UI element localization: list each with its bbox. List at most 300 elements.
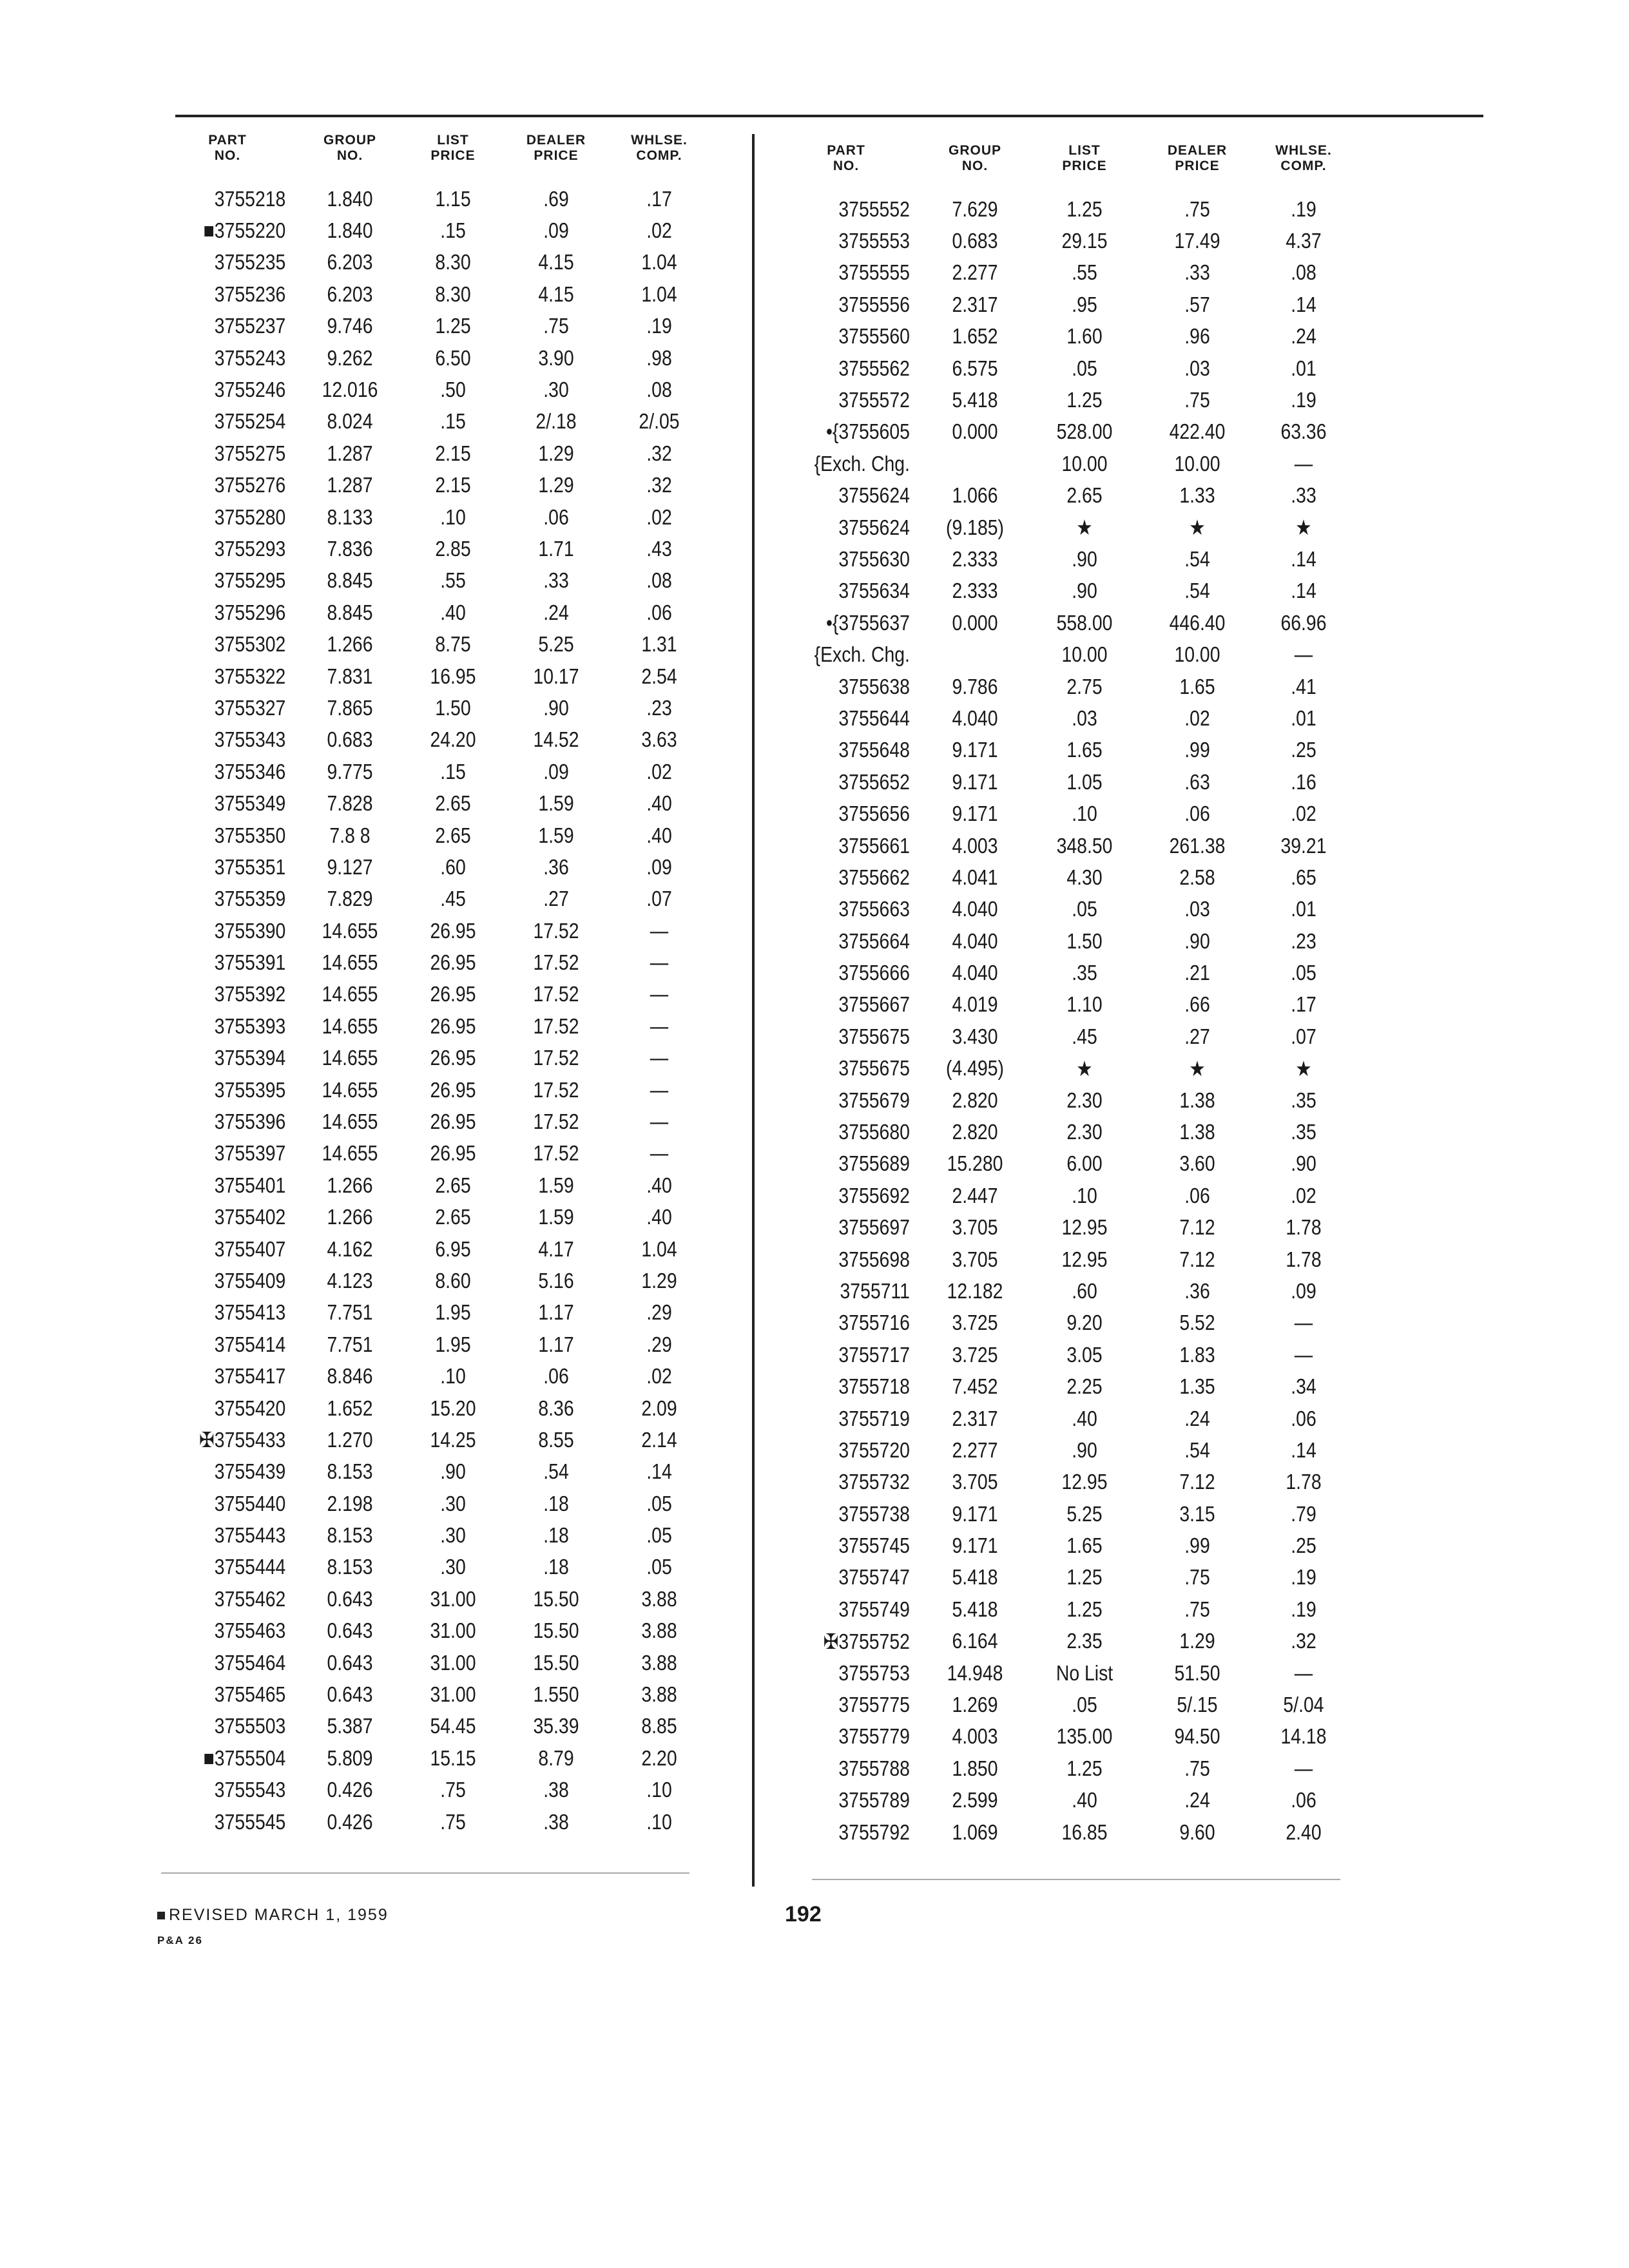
cell-dealer-price: .54 — [1184, 1437, 1210, 1462]
cell-whlse-comp: .07 — [1291, 1024, 1316, 1048]
cell-group-no: 7.831 — [327, 664, 373, 688]
cell-whlse-comp: ★ — [1295, 1056, 1312, 1081]
cell-part-no: 3755775 — [838, 1693, 910, 1717]
cell-group-no: 0.643 — [327, 1682, 373, 1707]
cell-part-no: {Exch. Chg. — [814, 451, 910, 476]
cell-part-no: 3755444 — [214, 1555, 286, 1579]
cell-part-no: 3755545 — [214, 1809, 286, 1834]
table-row — [160, 1010, 727, 1042]
cell-group-no: 1.840 — [327, 218, 373, 243]
cell-list-price: .05 — [1072, 356, 1097, 380]
cell-whlse-comp: .17 — [646, 186, 672, 211]
revised-note — [157, 1906, 389, 1925]
cell-group-no: 12.016 — [322, 378, 378, 402]
cell-part-no: 3755747 — [838, 1565, 910, 1590]
cell-part-no: 3755572 — [838, 388, 910, 412]
table-row — [160, 565, 727, 597]
cell-whlse-comp: — — [650, 1141, 669, 1166]
cell-dealer-price: .90 — [1184, 928, 1210, 953]
cell-part-no: 3755720 — [838, 1437, 910, 1462]
cell-dealer-price: 1.59 — [538, 823, 574, 847]
cell-list-price: 1.25 — [435, 314, 471, 338]
cell-part-no: 3755716 — [838, 1311, 910, 1335]
cell-dealer-price: 1.29 — [538, 473, 574, 497]
cell-group-no: 0.000 — [952, 419, 998, 444]
table-row — [160, 597, 727, 628]
cell-part-no: 3755295 — [214, 568, 286, 593]
cell-group-no: 8.153 — [327, 1555, 373, 1579]
cell-part-no: 3755413 — [214, 1300, 286, 1325]
cell-dealer-price: .18 — [543, 1523, 569, 1548]
cell-group-no: 2.198 — [327, 1491, 373, 1515]
cell-list-price: 2.30 — [1066, 1088, 1103, 1112]
cell-part-no: 3755652 — [838, 769, 910, 794]
table-row — [772, 1180, 1410, 1211]
cell-dealer-price: 9.60 — [1179, 1820, 1215, 1844]
cell-list-price: 3.05 — [1066, 1342, 1103, 1367]
cell-part-no: 3755788 — [838, 1756, 910, 1780]
cell-list-price: 2.65 — [1066, 483, 1103, 508]
cell-dealer-price: 10.00 — [1174, 451, 1220, 476]
cell-group-no: 4.003 — [952, 1724, 998, 1749]
cell-whlse-comp: 2.20 — [641, 1745, 677, 1770]
cell-list-price: 2.65 — [435, 791, 471, 816]
cell-part-no: 3755351 — [214, 854, 286, 879]
cell-dealer-price: .54 — [543, 1459, 569, 1484]
cell-part-no: 3755407 — [214, 1236, 286, 1261]
cell-list-price: .40 — [440, 600, 466, 624]
table-row — [772, 289, 1410, 320]
cell-whlse-comp: .05 — [646, 1555, 672, 1579]
table-row — [772, 1053, 1410, 1084]
table-row — [772, 1562, 1410, 1593]
table-row — [772, 1434, 1410, 1466]
cell-whlse-comp: 39.21 — [1280, 833, 1327, 858]
table-row — [772, 1753, 1410, 1784]
cell-whlse-comp: .19 — [1291, 1565, 1316, 1590]
cell-dealer-price: .75 — [1184, 1756, 1210, 1780]
cell-list-price: 8.75 — [435, 632, 471, 657]
cell-list-price: 16.95 — [430, 664, 476, 688]
cell-group-no: 2.317 — [952, 292, 998, 316]
cell-whlse-comp: .24 — [1291, 324, 1316, 349]
cell-part-no: 3755556 — [838, 292, 910, 316]
cell-part-no: 3755402 — [214, 1205, 286, 1229]
cell-dealer-price: .03 — [1184, 897, 1210, 921]
cell-group-no: 8.845 — [327, 568, 373, 593]
table-row — [160, 1265, 727, 1296]
cell-dealer-price: .75 — [1184, 1597, 1210, 1621]
cell-part-no: 3755666 — [838, 961, 910, 985]
cell-part-no: 3755717 — [838, 1342, 910, 1367]
cell-group-no: 1.270 — [327, 1427, 373, 1452]
table-row — [160, 1806, 727, 1838]
cell-list-price: 348.50 — [1056, 833, 1113, 858]
cell-group-no: 14.655 — [322, 1077, 378, 1102]
cell-whlse-comp: .19 — [1291, 1597, 1316, 1621]
cell-whlse-comp: .01 — [1291, 706, 1316, 730]
header-part-no: PART NO. — [827, 143, 865, 173]
cell-group-no: 9.171 — [952, 738, 998, 762]
cell-dealer-price: .54 — [1184, 546, 1210, 571]
cell-dealer-price: .27 — [543, 887, 569, 911]
cell-group-no: 4.040 — [952, 706, 998, 730]
table-row — [160, 1774, 727, 1806]
cell-part-no: 3755465 — [214, 1682, 286, 1707]
cell-group-no: 5.809 — [327, 1745, 373, 1770]
cell-list-price: 1.50 — [435, 695, 471, 720]
cell-list-price: 26.95 — [430, 1110, 476, 1134]
cell-dealer-price: 3.90 — [538, 345, 574, 370]
cell-list-price: 2.85 — [435, 536, 471, 561]
cell-group-no: 9.262 — [327, 345, 373, 370]
cell-part-no: 3755349 — [214, 791, 286, 816]
cell-whlse-comp: .02 — [646, 218, 672, 243]
cell-dealer-price: 1.17 — [538, 1300, 574, 1325]
cell-list-price: .03 — [1072, 706, 1097, 730]
cell-group-no: 6.164 — [952, 1629, 998, 1653]
cell-whlse-comp: .14 — [646, 1459, 672, 1484]
cell-dealer-price: 261.38 — [1169, 833, 1226, 858]
cell-group-no: 2.447 — [952, 1183, 998, 1207]
right-table-header — [772, 143, 1410, 191]
cell-dealer-price: .18 — [543, 1555, 569, 1579]
cell-dealer-price: 446.40 — [1169, 610, 1226, 635]
cell-dealer-price: .90 — [543, 695, 569, 720]
cell-whlse-comp: .09 — [1291, 1278, 1316, 1303]
cell-dealer-price: 1.38 — [1179, 1088, 1215, 1112]
cell-list-price: 26.95 — [430, 1077, 476, 1102]
cell-whlse-comp: .25 — [1291, 1533, 1316, 1558]
cell-whlse-comp: .14 — [1291, 292, 1316, 316]
cell-group-no: (9.185) — [946, 515, 1004, 539]
cell-list-price: .90 — [440, 1459, 466, 1484]
cell-dealer-price: 17.52 — [533, 982, 579, 1006]
cell-part-no: 3755396 — [214, 1110, 286, 1134]
table-row — [772, 702, 1410, 734]
cell-whlse-comp: .02 — [1291, 1183, 1316, 1207]
cell-list-price: 14.25 — [430, 1427, 476, 1452]
cell-dealer-price: 5.52 — [1179, 1311, 1215, 1335]
cell-whlse-comp: 3.88 — [641, 1650, 677, 1675]
cell-group-no: 8.153 — [327, 1459, 373, 1484]
cell-part-no: 3755624 — [838, 515, 910, 539]
cell-dealer-price: 8.36 — [538, 1396, 574, 1420]
cell-group-no: 1.069 — [952, 1820, 998, 1844]
cell-part-no: 3755464 — [214, 1650, 286, 1675]
cell-group-no: 4.040 — [952, 897, 998, 921]
cell-part-no: 3755246 — [214, 378, 286, 402]
cell-group-no: 7.629 — [952, 197, 998, 221]
cell-whlse-comp: 1.31 — [641, 632, 677, 657]
cell-group-no: 1.850 — [952, 1756, 998, 1780]
cell-whlse-comp: .32 — [646, 473, 672, 497]
cell-dealer-price: 1.35 — [1179, 1374, 1215, 1399]
cell-dealer-price: 7.12 — [1179, 1247, 1215, 1271]
cell-part-no: 3755718 — [838, 1374, 910, 1399]
cell-list-price: 9.20 — [1066, 1311, 1103, 1335]
cell-whlse-comp: .02 — [646, 759, 672, 783]
cell-part-no: 3755420 — [214, 1396, 286, 1420]
cell-whlse-comp: .01 — [1291, 897, 1316, 921]
table-row — [772, 766, 1410, 798]
cell-whlse-comp: 5/.04 — [1283, 1693, 1324, 1717]
cell-whlse-comp: .32 — [1291, 1629, 1316, 1653]
cell-whlse-comp: .10 — [646, 1809, 672, 1834]
cell-whlse-comp: .33 — [1291, 483, 1316, 508]
cell-dealer-price: 1.59 — [538, 1173, 574, 1197]
cell-part-no: 3755779 — [838, 1724, 910, 1749]
cell-whlse-comp: 3.88 — [641, 1586, 677, 1611]
cell-part-no: 3755280 — [214, 505, 286, 529]
cell-dealer-price: 17.52 — [533, 1077, 579, 1102]
cell-dealer-price: 17.52 — [533, 1014, 579, 1038]
cell-part-no: 3755543 — [214, 1778, 286, 1802]
table-row — [772, 1275, 1410, 1307]
cell-part-no: 3755560 — [838, 324, 910, 349]
cell-dealer-price: .03 — [1184, 356, 1210, 380]
cell-whlse-comp: .05 — [1291, 961, 1316, 985]
cell-dealer-price: 51.50 — [1174, 1660, 1220, 1685]
cell-list-price: .30 — [440, 1491, 466, 1515]
cell-dealer-price: 2/.18 — [535, 409, 577, 434]
left-bottom-rule — [161, 1872, 689, 1874]
cell-whlse-comp: .08 — [646, 378, 672, 402]
table-row — [772, 543, 1410, 575]
cell-part-no: 3755679 — [838, 1088, 910, 1112]
cell-whlse-comp: .40 — [646, 1205, 672, 1229]
cell-dealer-price: .24 — [1184, 1406, 1210, 1430]
cell-list-price: 6.95 — [435, 1236, 471, 1261]
cell-dealer-price: .75 — [1184, 197, 1210, 221]
right-price-table — [772, 143, 1410, 1848]
table-row — [160, 1297, 727, 1329]
cell-dealer-price: .75 — [543, 314, 569, 338]
table-row — [772, 735, 1410, 766]
cell-part-no: 3755218 — [214, 186, 286, 211]
cell-group-no: 5.387 — [327, 1714, 373, 1738]
table-row — [160, 756, 727, 787]
cell-whlse-comp: .34 — [1291, 1374, 1316, 1399]
cell-part-no: 3755789 — [838, 1788, 910, 1812]
cell-group-no: 14.655 — [322, 1014, 378, 1038]
cell-part-no: 3755662 — [838, 865, 910, 889]
cell-part-no: 3755675 — [838, 1056, 910, 1081]
cell-list-price: .15 — [440, 218, 466, 243]
page-number: 192 — [785, 1902, 822, 1927]
cell-list-price: 1.50 — [1066, 928, 1103, 953]
cell-list-price: 2.65 — [435, 823, 471, 847]
cell-dealer-price: 1.38 — [1179, 1120, 1215, 1144]
cell-part-no: ✠3755433 — [199, 1428, 286, 1452]
cell-group-no: 9.127 — [327, 854, 373, 879]
cell-list-price: 31.00 — [430, 1586, 476, 1611]
cell-list-price: 2.15 — [435, 473, 471, 497]
cell-group-no: 14.655 — [322, 950, 378, 975]
header-group-no: GROUP NO. — [948, 143, 1001, 173]
cell-dealer-price: .27 — [1184, 1024, 1210, 1048]
table-row — [160, 628, 727, 660]
table-row — [772, 1244, 1410, 1275]
cell-group-no: 0.643 — [327, 1586, 373, 1611]
cell-group-no: 3.705 — [952, 1247, 998, 1271]
cell-group-no: 14.655 — [322, 982, 378, 1006]
cell-group-no: 6.575 — [952, 356, 998, 380]
cell-list-price: 26.95 — [430, 982, 476, 1006]
cell-list-price: 2.30 — [1066, 1120, 1103, 1144]
cell-dealer-price: .99 — [1184, 738, 1210, 762]
cell-whlse-comp: 2.09 — [641, 1396, 677, 1420]
cell-group-no: 1.066 — [952, 483, 998, 508]
table-row — [160, 1074, 727, 1106]
cell-list-price: .30 — [440, 1523, 466, 1548]
cell-dealer-price: .30 — [543, 378, 569, 402]
cell-whlse-comp: 4.37 — [1286, 229, 1322, 253]
table-row — [160, 820, 727, 851]
table-row — [160, 1138, 727, 1169]
cell-whlse-comp: ★ — [1295, 515, 1312, 540]
cell-dealer-price: .54 — [1184, 579, 1210, 603]
cell-part-no: 3755697 — [838, 1215, 910, 1240]
cell-dealer-price: 17.52 — [533, 1110, 579, 1134]
table-row — [772, 639, 1410, 670]
cell-list-price: 1.65 — [1066, 1533, 1103, 1558]
cell-group-no: 14.655 — [322, 1141, 378, 1166]
cell-part-no: 3755732 — [838, 1470, 910, 1494]
cell-group-no: 9.171 — [952, 1501, 998, 1526]
cell-part-no: 3755237 — [214, 314, 286, 338]
right-bottom-rule — [812, 1879, 1340, 1880]
cell-part-no: 3755624 — [838, 483, 910, 508]
table-row — [772, 1785, 1410, 1816]
table-row — [772, 480, 1410, 512]
cell-whlse-comp: .01 — [1291, 356, 1316, 380]
cell-list-price: 8.30 — [435, 250, 471, 274]
cell-group-no: 6.203 — [327, 282, 373, 306]
cell-group-no: 9.171 — [952, 1533, 998, 1558]
cell-list-price: 1.25 — [1066, 197, 1103, 221]
cell-list-price: 8.30 — [435, 282, 471, 306]
table-row — [772, 1084, 1410, 1116]
table-row — [160, 1742, 727, 1774]
header-list-price: LIST PRICE — [1062, 143, 1107, 173]
table-row — [160, 1552, 727, 1583]
cell-dealer-price: 10.17 — [533, 664, 579, 688]
header-dealer-price: DEALER PRICE — [526, 133, 586, 163]
cell-list-price: 12.95 — [1061, 1247, 1108, 1271]
cell-list-price: No List — [1055, 1660, 1113, 1685]
cell-part-no: 3755401 — [214, 1173, 286, 1197]
table-row — [160, 947, 727, 978]
revised-bullet-icon — [157, 1912, 165, 1919]
cell-dealer-price: 15.50 — [533, 1650, 579, 1675]
cell-whlse-comp: .14 — [1291, 1437, 1316, 1462]
cell-group-no: 14.655 — [322, 918, 378, 943]
cell-part-no: 3755562 — [838, 356, 910, 380]
cell-list-price: 31.00 — [430, 1682, 476, 1707]
cell-group-no: 0.683 — [327, 727, 373, 752]
cell-dealer-price: 7.12 — [1179, 1215, 1215, 1240]
header-part-no: PART NO. — [208, 133, 247, 163]
revised-text: REVISED MARCH 1, 1959 — [169, 1906, 389, 1924]
cell-list-price: 26.95 — [430, 1141, 476, 1166]
cell-whlse-comp: .40 — [646, 1173, 672, 1197]
cell-list-price: 8.60 — [435, 1268, 471, 1293]
cell-dealer-price: 4.17 — [538, 1236, 574, 1261]
cell-dealer-price: 1.65 — [1179, 674, 1215, 698]
cell-whlse-comp: .06 — [1291, 1788, 1316, 1812]
cell-part-no: 3755235 — [214, 250, 286, 274]
cell-part-no: 3755664 — [838, 928, 910, 953]
cell-dealer-price: 1.59 — [538, 791, 574, 816]
cell-list-price: .30 — [440, 1555, 466, 1579]
table-row — [772, 321, 1410, 352]
cell-list-price: 31.00 — [430, 1619, 476, 1643]
cell-group-no: 0.643 — [327, 1619, 373, 1643]
cell-whlse-comp: .79 — [1291, 1501, 1316, 1526]
cell-dealer-price: .06 — [543, 1364, 569, 1389]
cell-part-no: 3755343 — [214, 727, 286, 752]
right-table-body — [772, 193, 1410, 1848]
table-row — [160, 1360, 727, 1392]
table-row — [160, 724, 727, 756]
table-row — [160, 692, 727, 724]
cell-dealer-price: 8.79 — [538, 1745, 574, 1770]
cell-group-no: (4.495) — [946, 1056, 1004, 1081]
cell-list-price: 135.00 — [1056, 1724, 1113, 1749]
cell-part-no: ■3755220 — [203, 218, 286, 243]
cell-list-price: 15.20 — [430, 1396, 476, 1420]
cell-whlse-comp: .29 — [646, 1332, 672, 1356]
cell-group-no: 0.426 — [327, 1809, 373, 1834]
cell-part-no: 3755503 — [214, 1714, 286, 1738]
cell-dealer-price: .21 — [1184, 961, 1210, 985]
cell-whlse-comp: .02 — [1291, 802, 1316, 826]
table-row — [160, 374, 727, 405]
cell-list-price: .10 — [1072, 1183, 1097, 1207]
cell-part-no: 3755555 — [838, 260, 910, 285]
table-row — [160, 1615, 727, 1647]
cell-group-no: 3.725 — [952, 1342, 998, 1367]
cell-list-price: 1.25 — [1066, 1756, 1103, 1780]
cell-list-price: 2.35 — [1066, 1629, 1103, 1653]
cell-group-no: 5.418 — [952, 1597, 998, 1621]
cell-group-no: 7.8 8 — [329, 823, 371, 847]
cell-part-no: 3755397 — [214, 1141, 286, 1166]
cell-part-no: 3755293 — [214, 536, 286, 561]
cell-group-no: 7.452 — [952, 1374, 998, 1399]
table-row — [772, 1339, 1410, 1370]
cell-part-no: 3755552 — [838, 197, 910, 221]
cell-whlse-comp: 1.04 — [641, 250, 677, 274]
cell-list-price: .10 — [440, 1364, 466, 1389]
cell-group-no: 4.123 — [327, 1268, 373, 1293]
cell-list-price: 24.20 — [430, 727, 476, 752]
table-row — [160, 311, 727, 342]
cell-dealer-price: .38 — [543, 1809, 569, 1834]
cell-dealer-price: .57 — [1184, 292, 1210, 316]
cell-dealer-price: 94.50 — [1174, 1724, 1220, 1749]
cell-part-no: 3755327 — [214, 695, 286, 720]
cell-whlse-comp: — — [650, 1077, 669, 1102]
table-row — [772, 925, 1410, 957]
cell-group-no: 1.840 — [327, 186, 373, 211]
table-row — [160, 1392, 727, 1424]
cell-group-no: 0.000 — [952, 610, 998, 635]
cell-group-no: 2.820 — [952, 1120, 998, 1144]
left-table-body — [160, 183, 727, 1838]
cell-list-price: 10.00 — [1061, 451, 1108, 476]
